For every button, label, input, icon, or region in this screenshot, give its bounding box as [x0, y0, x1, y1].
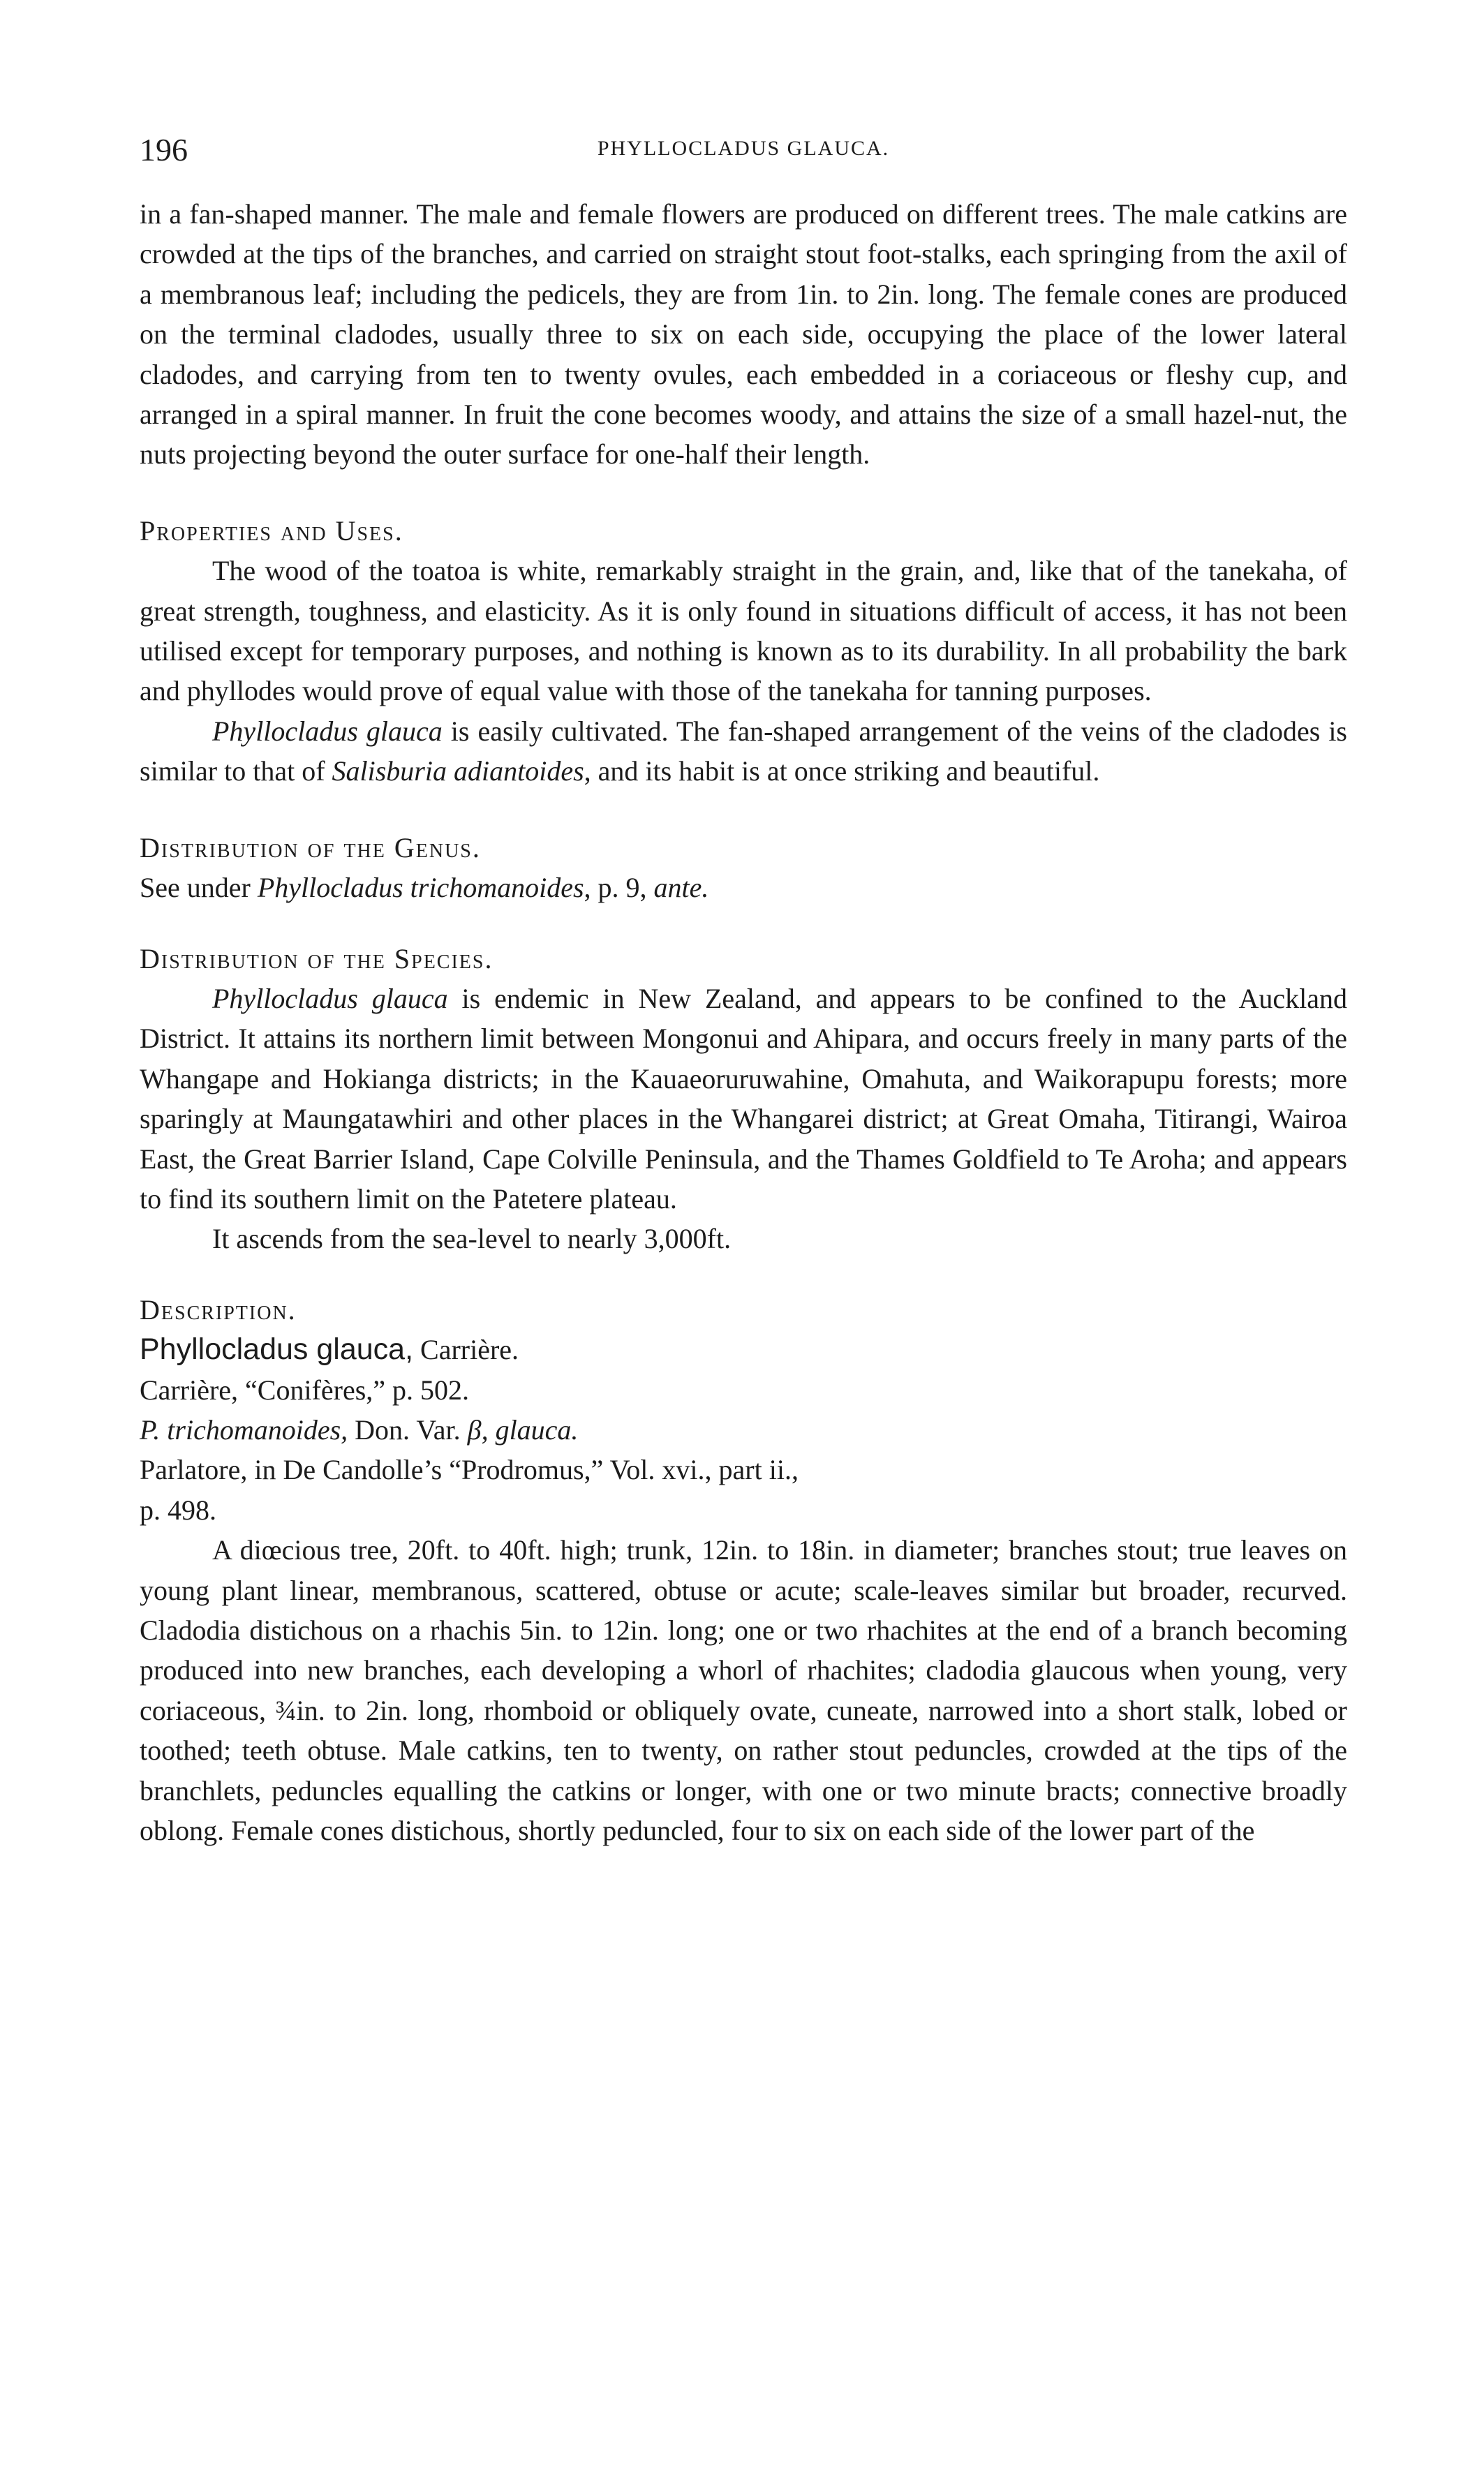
reference-1: Carrière, “Conifères,” p. 502.	[140, 1374, 470, 1406]
page-header	[140, 131, 1347, 173]
species-paragraph-2: It ascends from the sea-level to nearly 3,000ft.	[212, 1223, 732, 1255]
species-paragraph-1: Phyllocladus glauca is endemic in New Zealand, and appears to be confined to the Auckland District. It attains its northern limit between Mongonui and Ahipara, and occurs freely in many parts of the Whangape and Hokianga districts; in the Kauaeoruruwahine, Omahuta, and Waikorapupu forests; more sparingly at Maungatawhiri and other places in the Whangarei district; at Great Omaha, Titirangi, Wairoa East, the Great Barrier Island, Cape Colville Peninsula, and the Thames Goldfield to Te Aroha; and appears to find its southern limit on the Patetere plateau.	[140, 982, 1348, 1215]
reference-2-cont: p. 498.	[140, 1494, 216, 1526]
intro-paragraph: in a fan-shaped manner. The male and female flowers are produced on different trees. The male catkins are crowded at the tips of the branches, and carried on straight stout foot-stalks, each springing from the axil of a membranous leaf; including the pedicels, they are from 1in. to 2in. long. The female cones are produced on the terminal cladodes, usually three to six on each side, occupying the place of the lower lateral cladodes, and carrying from ten to twenty ovules, each embedded in a coriaceous or fleshy cup, and arranged in a spiral manner. In fruit the cone becomes woody, and attains the size of a small hazel-nut, the nuts projecting beyond the outer surface for one-half their length.	[140, 198, 1347, 470]
genus-see-under: See under Phyllocladus trichomanoides, p. 9, ante.	[140, 872, 709, 904]
description-heading: Description.	[140, 1293, 297, 1325]
synonym: P. trichomanoides, Don. Var. β, glauca.	[140, 1413, 579, 1446]
reference-2: Parlatore, in De Candolle’s “Prodromus,” Vol. xvi., part ii.,	[140, 1454, 799, 1486]
properties-heading: Properties and Uses.	[140, 514, 403, 547]
properties-paragraph-2: Phyllocladus glauca is easily cultivated. The fan-shaped arrangement of the veins of the cladodes is similar to that of Salisburia adiantoides, and its habit is at once striking and beautiful.	[140, 715, 1347, 787]
description-paragraph: A diœcious tree, 20ft. to 40ft. high; trunk, 12in. to 18in. in diameter; branches stout; true leaves on young plant linear, membranous, scattered, obtuse or acute; scale-leaves similar but broader, recurved. Cladodia distichous on a rhachis 5in. to 12in. long; one or two rhachites at the end of a branch becoming produced into new branches, each developing a whorl of rhachites; cladodia glaucous when young, very coriaceous, ¾in. to 2in. long, rhomboid or obliquely ovate, cuneate, narrowed into a short stalk, lobed or toothed; teeth obtuse. Male catkins, ten to twenty, on rather stout peduncles, crowded at the tips of the branchlets, peduncles equalling the catkins or longer, with one or two minute bracts; connective broadly oblong. Female cones distichous, shortly peduncled, four to six on each side of the lower part of the	[140, 1534, 1347, 1847]
taxon-name: Phyllocladus glauca, Carrière.	[140, 1332, 519, 1367]
page-number: 196	[140, 132, 188, 168]
species-name-italic: Phyllocladus glauca	[212, 715, 443, 747]
salisburia-italic: Salisburia adiantoides	[332, 755, 584, 787]
properties-paragraph-1: The wood of the toatoa is white, remarkably straight in the grain, and, like that of the tanekaha, of great strength, toughness, and elasticity. As it is only found in situations difficult of access, it has not been utilised except for temporary purposes, and nothing is known as to its durability. In all probability the bark and phyllodes would prove of equal value with those of the tanekaha for tanning purposes.	[140, 555, 1347, 707]
body-text	[140, 194, 1347, 1850]
genus-heading: Distribution of the Genus.	[140, 831, 481, 863]
species-heading: Distribution of the Species.	[140, 942, 494, 974]
running-head: PHYLLOCLADUS GLAUCA.	[597, 137, 890, 160]
